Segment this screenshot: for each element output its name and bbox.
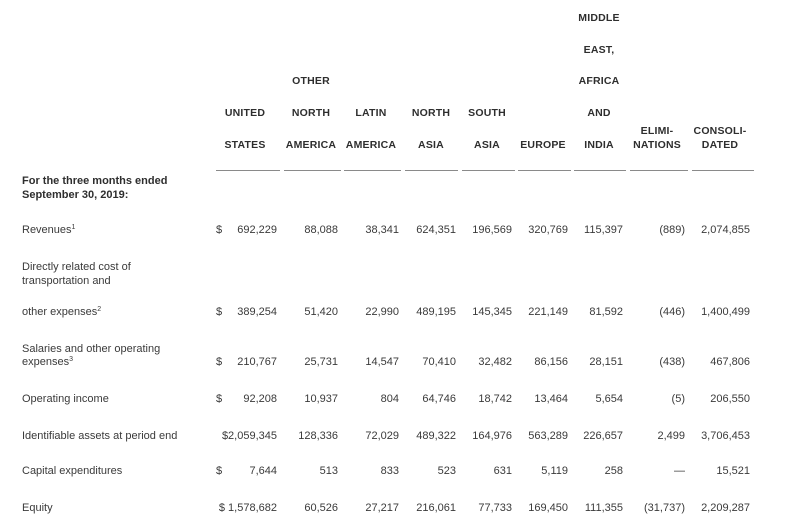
header-other-na-3: AMERICA: [285, 139, 337, 151]
cell-other-expenses-latin: 22,990: [365, 306, 399, 318]
cell-identifiable-assets-north-asia: 489,322: [416, 430, 456, 442]
header-united-states-1: UNITED: [224, 107, 266, 119]
header-europe: EUROPE: [520, 139, 566, 151]
footnote-1: 1: [71, 224, 76, 231]
underline-us: [216, 170, 280, 171]
cell-other-expenses-us: 389,254: [237, 306, 277, 318]
cell-revenues-us: 692,229: [237, 224, 277, 236]
cell-capital-expenditures-north-asia: 523: [437, 465, 456, 477]
underline-europe: [518, 170, 571, 171]
header-meai-2: EAST,: [583, 44, 615, 56]
cell-identifiable-assets-meai: 226,657: [583, 430, 623, 442]
header-elim-1: ELIMI-: [640, 125, 674, 137]
dollar-sign: $: [216, 356, 223, 368]
header-north-asia-1: NORTH: [411, 107, 451, 119]
cell-identifiable-assets-consol: 3,706,453: [701, 430, 750, 442]
header-meai-1: MIDDLE: [578, 12, 620, 24]
label-equity: Equity: [22, 502, 53, 514]
cell-operating-income-consol: 206,550: [710, 393, 750, 405]
cell-salaries-europe: 86,156: [534, 356, 568, 368]
cell-operating-income-other-na: 10,937: [304, 393, 338, 405]
cell-other-expenses-meai: 81,592: [589, 306, 623, 318]
cell-identifiable-assets-elim: 2,499: [657, 430, 685, 442]
dollar-sign: $: [216, 393, 223, 405]
cell-equity-south-asia: 77,733: [478, 502, 512, 514]
cell-capital-expenditures-consol: 15,521: [716, 465, 750, 477]
cell-equity-us: $ 1,578,682: [218, 502, 277, 514]
cell-capital-expenditures-other-na: 513: [319, 465, 338, 477]
underline-consol: [692, 170, 754, 171]
cell-revenues-meai: 115,397: [584, 224, 623, 236]
cell-operating-income-south-asia: 18,742: [478, 393, 512, 405]
cell-equity-north-asia: 216,061: [416, 502, 456, 514]
cell-revenues-elim: (889): [659, 224, 685, 236]
cell-equity-other-na: 60,526: [304, 502, 338, 514]
underline-elim: [630, 170, 688, 171]
underline-north-asia: [405, 170, 458, 171]
header-meai-3: AFRICA: [578, 75, 620, 87]
cell-identifiable-assets-other-na: 128,336: [298, 430, 338, 442]
label-direct-cost-2: transportation and: [22, 275, 111, 287]
underline-other-na: [284, 170, 341, 171]
underline-south-asia: [462, 170, 515, 171]
cell-capital-expenditures-us: 7,644: [249, 465, 277, 477]
underline-meai: [574, 170, 626, 171]
header-united-states-2: STATES: [224, 139, 266, 151]
cell-identifiable-assets-europe: 563,289: [528, 430, 568, 442]
cell-capital-expenditures-south-asia: 631: [493, 465, 512, 477]
cell-revenues-south-asia: 196,569: [472, 224, 512, 236]
cell-other-expenses-elim: (446): [659, 306, 685, 318]
cell-salaries-latin: 14,547: [365, 356, 399, 368]
cell-other-expenses-other-na: 51,420: [304, 306, 338, 318]
cell-capital-expenditures-elim: —: [674, 465, 685, 477]
label-direct-cost-1: Directly related cost of: [22, 261, 131, 273]
cell-salaries-consol: 467,806: [710, 356, 750, 368]
underline-latin: [344, 170, 401, 171]
cell-salaries-elim: (438): [659, 356, 685, 368]
cell-capital-expenditures-meai: 258: [604, 465, 623, 477]
cell-equity-elim: (31,737): [644, 502, 685, 514]
cell-other-expenses-europe: 221,149: [528, 306, 568, 318]
cell-revenues-north-asia: 624,351: [416, 224, 456, 236]
label-salaries-2: expenses$^3$: [22, 356, 73, 368]
header-meai-5: INDIA: [584, 139, 614, 151]
header-other-na-2: NORTH: [291, 107, 331, 119]
cell-other-expenses-south-asia: 145,345: [472, 306, 512, 318]
cell-equity-europe: 169,450: [528, 502, 568, 514]
cell-revenues-other-na: 88,088: [304, 224, 338, 236]
section-title-line-2: September 30, 2019:: [22, 189, 129, 201]
cell-salaries-other-na: 25,731: [304, 356, 338, 368]
cell-identifiable-assets-south-asia: 164,976: [472, 430, 512, 442]
cell-operating-income-latin: 804: [380, 393, 399, 405]
footnote-2: 2: [97, 306, 102, 313]
header-meai-4: AND: [587, 107, 611, 119]
cell-operating-income-elim: (5): [671, 393, 685, 405]
cell-salaries-meai: 28,151: [589, 356, 623, 368]
label-identifiable-assets: Identifiable assets at period end: [22, 430, 178, 442]
cell-operating-income-us: 92,208: [243, 393, 277, 405]
section-title-line-1: For the three months ended: [22, 175, 168, 187]
cell-operating-income-meai: 5,654: [595, 393, 623, 405]
header-elim-2: NATIONS: [633, 139, 681, 151]
cell-operating-income-europe: 13,464: [534, 393, 568, 405]
header-consol-1: CONSOLI-: [693, 125, 747, 137]
cell-revenues-latin: 38,341: [365, 224, 399, 236]
cell-revenues-consol: 2,074,855: [701, 224, 750, 236]
footnote-3: 3: [69, 356, 73, 363]
header-latin-america-2: AMERICA: [345, 139, 397, 151]
header-south-asia-2: ASIA: [474, 139, 500, 151]
cell-other-expenses-consol: 1,400,499: [701, 306, 750, 318]
label-revenues: Revenues$^1$: [22, 224, 76, 236]
section-title: [22, 174, 167, 202]
dollar-sign: $: [216, 306, 223, 318]
dollar-sign: $: [216, 465, 223, 477]
cell-capital-expenditures-europe: 5,119: [541, 465, 568, 477]
cell-equity-latin: 27,217: [365, 502, 399, 514]
header-other-na-1: OTHER: [292, 75, 330, 87]
header-latin-america-1: LATIN: [355, 107, 387, 119]
cell-capital-expenditures-latin: 833: [380, 465, 399, 477]
header-north-asia-2: ASIA: [418, 139, 444, 151]
cell-salaries-north-asia: 70,410: [422, 356, 456, 368]
dollar-sign: $: [216, 224, 223, 236]
cell-other-expenses-north-asia: 489,195: [416, 306, 456, 318]
label-salaries-1: Salaries and other operating: [22, 343, 161, 355]
header-consol-2: DATED: [701, 139, 739, 151]
cell-salaries-us: 210,767: [237, 356, 277, 368]
cell-equity-consol: 2,209,287: [701, 502, 750, 514]
cell-operating-income-north-asia: 64,746: [422, 393, 456, 405]
cell-salaries-south-asia: 32,482: [478, 356, 512, 368]
label-capital-expenditures: Capital expenditures: [22, 465, 123, 477]
cell-identifiable-assets-us: $2,059,345: [221, 430, 277, 442]
cell-revenues-europe: 320,769: [528, 224, 568, 236]
label-operating-income: Operating income: [22, 393, 109, 405]
header-south-asia-1: SOUTH: [468, 107, 506, 119]
label-other-expenses: other expenses$^2$: [22, 306, 102, 318]
cell-identifiable-assets-latin: 72,029: [365, 430, 399, 442]
cell-equity-meai: 111,355: [584, 502, 623, 514]
